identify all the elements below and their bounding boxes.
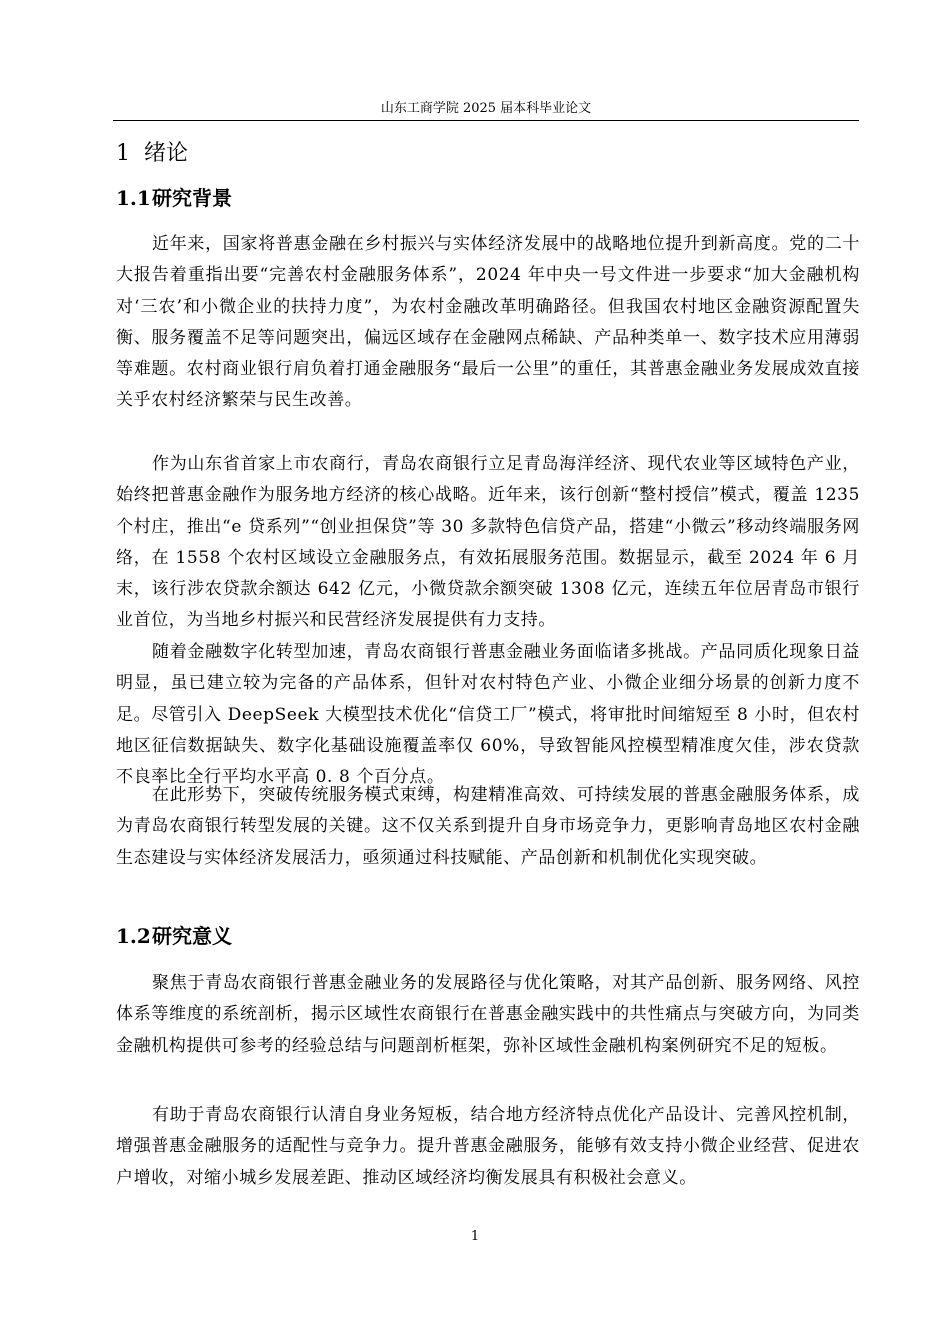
chapter-number: 1: [116, 141, 130, 166]
section-heading-1-1: [116, 184, 232, 212]
header-rule: [113, 120, 859, 121]
running-header: 山东工商学院 2025 届本科毕业论文: [380, 101, 592, 116]
chapter-title-text: 绪论: [144, 141, 189, 166]
section-number: 1.2: [116, 924, 151, 948]
section-number: 1.1: [116, 186, 151, 210]
chapter-title: [116, 139, 188, 169]
section-heading-1-2: [116, 922, 232, 950]
section-title-text: 研究意义: [152, 924, 232, 948]
section-title-text: 研究背景: [152, 186, 232, 210]
body-paragraph: 近年来，国家将普惠金融在乡村振兴与实体经济发展中的战略地位提升到新高度。党的二十大报告着重指出要“完善农村金融服务体系”，2024 年中央一号文件进一步要求“加大金融机构对‘三农’和小微企业的扶持力度”，为农村金融改革明确路径。但我国农村地区金融资源配置失衡、服务覆盖不足等问题突出，偏远区域存在金融网点稀缺、产品种类单一、数字技术应用薄弱等难题。农村商业银行肩负着打通金融服务“最后一公里”的重任，其普惠金融业务发展成效直接关乎农村经济繁荣与民生改善。: [116, 234, 860, 411]
body-paragraph: 聚焦于青岛农商银行普惠金融业务的发展路径与优化策略，对其产品创新、服务网络、风控体系等维度的系统剖析，揭示区域性农商银行在普惠金融实践中的共性痛点与突破方向，为同类金融机构提供可参考的经验总结与问题剖析框架，弥补区域性金融机构案例研究不足的短板。: [116, 973, 860, 1056]
body-paragraph: 有助于青岛农商银行认清自身业务短板，结合地方经济特点优化产品设计、完善风控机制，增强普惠金融服务的适配性与竞争力。提升普惠金融服务，能够有效支持小微企业经营、促进农户增收，对缩小城乡发展差距、推动区域经济均衡发展具有积极社会意义。: [116, 1105, 860, 1188]
body-paragraph: 在此形势下，突破传统服务模式束缚，构建精准高效、可持续发展的普惠金融服务体系，成为青岛农商银行转型发展的关键。这不仅关系到提升自身市场竞争力，更影响青岛地区农村金融生态建设与实体经济发展活力，亟须通过科技赋能、产品创新和机制优化实现突破。: [116, 785, 860, 868]
body-paragraph: 随着金融数字化转型加速，青岛农商银行普惠金融业务面临诸多挑战。产品同质化现象日益明显，虽已建立较为完备的产品体系，但针对农村特色产业、小微企业细分场景的创新力度不足。尽管引入 DeepSeek 大模型技术优化“信贷工厂”模式，将审批时间缩短至 8 小时，但农村地区征信数据缺失、数字化基础设施覆盖率仅 60%，导致智能风控模型精准度欠佳，涉农贷款不良率比全行平均水平高 0. 8 个百分点。: [116, 642, 860, 788]
page-number: 1: [470, 1229, 480, 1244]
body-paragraph: 作为山东省首家上市农商行，青岛农商银行立足青岛海洋经济、现代农业等区域特色产业，始终把普惠金融作为服务地方经济的核心战略。近年来，该行创新“整村授信”模式，覆盖 1235 个村庄，推出“e 贷系列”“创业担保贷”等 30 多款特色信贷产品，搭建“小微云”移动终端服务网络，在 1558 个农村区域设立金融服务点，有效拓展服务范围。数据显示，截至 2024 年 6 月末，该行涉农贷款余额达 642 亿元，小微贷款余额突破 1308 亿元，连续五年位居青岛市银行业首位，为当地乡村振兴和民营经济发展提供有力支持。: [116, 454, 860, 631]
